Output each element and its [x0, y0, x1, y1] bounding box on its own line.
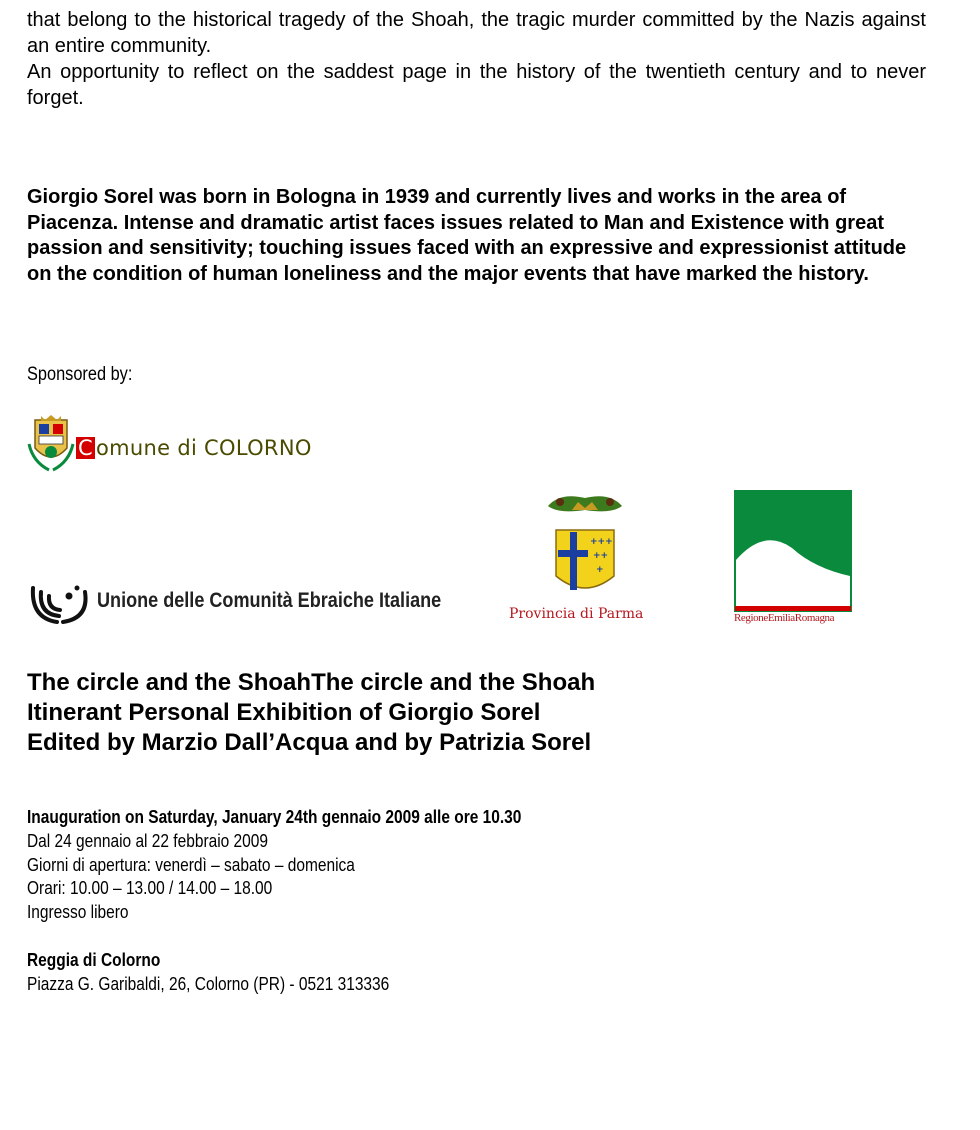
- comune-colorno-name: [76, 436, 312, 460]
- venue-address: Piazza G. Garibaldi, 26, Colorno (PR) - 0521 313336: [27, 973, 390, 994]
- artist-bio: Giorgio Sorel was born in Bologna in 1939 and currently lives and works in the area of Piacenza. Intense and dramatic artist faces issues related to Man and Existence with great passion and sensitivity; touching issues faced with an expressive and expressionist attitude on the condition of human loneliness and the major events that have marked the history.: [27, 186, 907, 285]
- regione-emilia-romagna-name: RegioneEmiliaRomagna: [734, 612, 835, 624]
- venue-name: Reggia di Colorno: [27, 949, 161, 970]
- ucei-name: Unione delle Comunità Ebraiche Italiane: [97, 589, 442, 612]
- exhibition-title-line-3: Edited by Marzio Dall’Acqua and by Patrizia Sorel: [27, 729, 592, 756]
- dates-line: Dal 24 gennaio al 22 febbraio 2009: [27, 830, 269, 851]
- svg-text:++: ++: [593, 551, 609, 561]
- exhibition-title: [27, 668, 595, 758]
- inauguration-line: Inauguration on Saturday, January 24th gennaio 2009 alle ore 10.30: [27, 807, 522, 827]
- event-info: [27, 806, 521, 996]
- opening-days-line: Giorni di apertura: venerdì – sabato – domenica: [27, 854, 355, 875]
- provincia-parma-name: Provincia di Parma: [509, 606, 644, 622]
- svg-text:+++: +++: [590, 537, 613, 547]
- sponsored-by-label: Sponsored by:: [27, 364, 133, 385]
- intro-paragraph-2: An opportunity to reflect on the saddest page in the history of the twentieth century and to never forget.: [27, 61, 926, 109]
- comune-colorno-initial: C: [76, 437, 95, 459]
- entry-line: Ingresso libero: [27, 902, 129, 923]
- regione-emilia-romagna-logo-icon: [734, 490, 852, 612]
- provincia-parma-crest-icon: [540, 492, 630, 602]
- intro-text: [27, 7, 926, 111]
- exhibition-title-line-2: Itinerant Personal Exhibition of Giorgio Sorel: [27, 699, 541, 726]
- spacer: [27, 925, 521, 949]
- opening-hours-line: Orari: 10.00 – 13.00 / 14.00 – 18.00: [27, 878, 273, 899]
- intro-paragraph-1: that belong to the historical tragedy of the Shoah, the tragic murder committed by the Nazis against an entire community.: [27, 9, 926, 57]
- exhibition-title-line-1: The circle and the ShoahThe circle and the Shoah: [27, 669, 596, 696]
- colorno-crest: [29, 415, 73, 470]
- ucei-logo-icon: [27, 574, 97, 630]
- comune-colorno-rest: omune di COLORNO: [96, 436, 312, 460]
- svg-text:+: +: [596, 565, 604, 575]
